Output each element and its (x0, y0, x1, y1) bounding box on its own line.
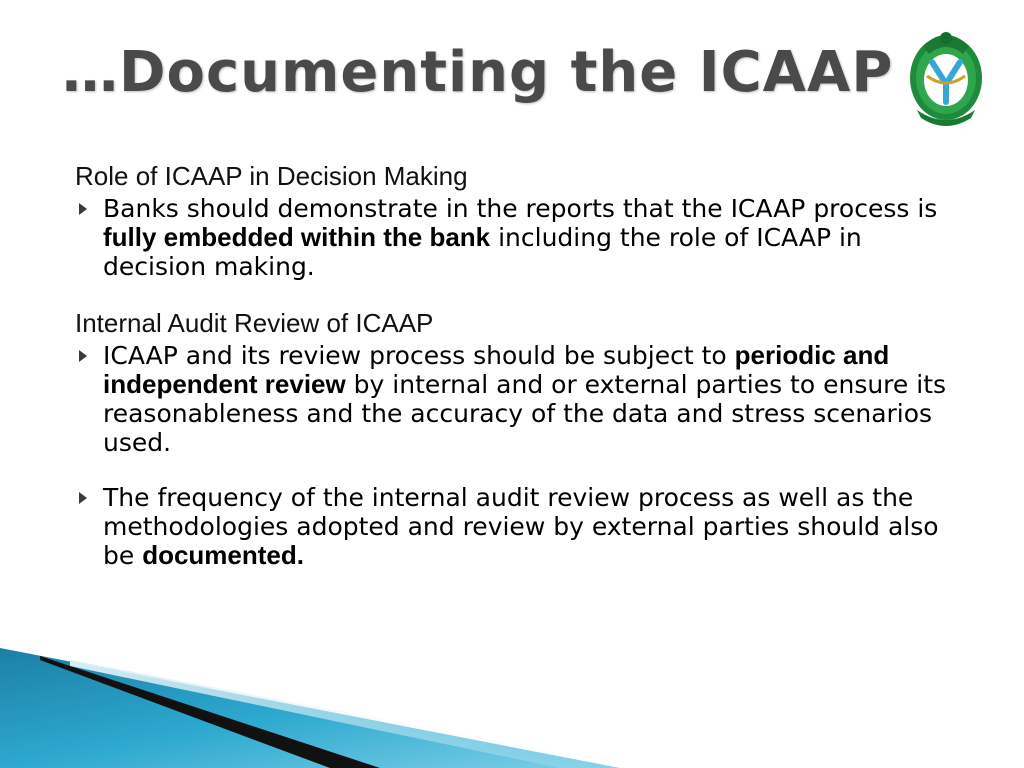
slide-body (75, 160, 955, 570)
section-heading: Internal Audit Review of ICAAP (75, 308, 434, 338)
bullet-text (103, 194, 955, 281)
bullet-item (75, 194, 955, 281)
bullet-text-part: by internal and or external parties to ensure its reasonableness and the accuracy of the data and stress scenarios used. (103, 370, 947, 457)
triangle-bullet-icon (79, 203, 87, 215)
bullet-emphasis: documented. (142, 540, 304, 570)
central-bank-crest-icon (905, 26, 987, 126)
bullet-text (103, 483, 955, 570)
bullet-text (103, 341, 955, 457)
slide-title: …Documenting the ICAAP (62, 40, 894, 105)
bullet-text-part: Banks should demonstrate in the reports that the ICAAP process is (103, 194, 938, 223)
bullet-item (75, 483, 955, 570)
bullet-item (75, 341, 955, 457)
bullet-text-part: The frequency of the internal audit review process as well as the methodologies adopted and review by external parties should also be (103, 483, 939, 570)
decorative-wave (0, 620, 1024, 768)
bullet-text-part: ICAAP and its review process should be subject to (103, 341, 735, 370)
section-heading: Role of ICAAP in Decision Making (75, 161, 468, 191)
triangle-bullet-icon (79, 492, 87, 504)
bullet-emphasis: fully embedded within the bank (103, 222, 491, 252)
bullet-text-part: including the role of ICAAP in decision making. (103, 223, 862, 281)
triangle-bullet-icon (79, 350, 87, 362)
bullet-emphasis: periodic and independent review (103, 340, 890, 399)
